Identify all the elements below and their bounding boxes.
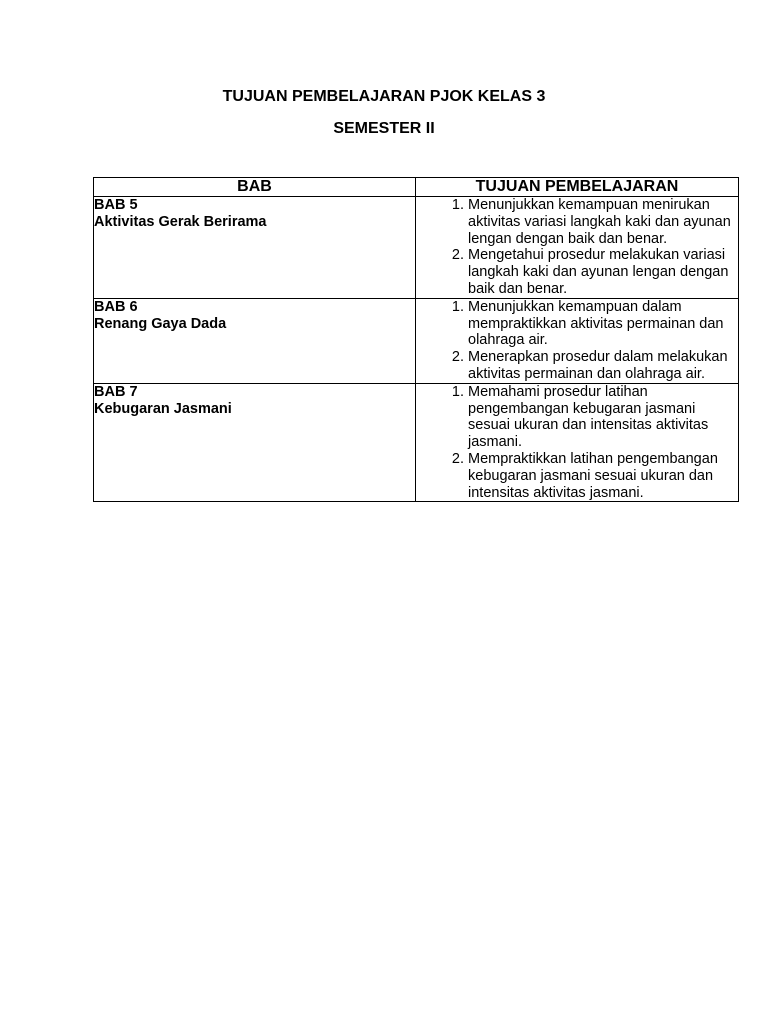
- goal-item: 1. Menunjukkan kemampuan dalam mempraktikkan aktivitas permainan dan olahraga air.: [468, 299, 738, 349]
- learning-objectives-table: [93, 177, 739, 502]
- goal-item: 2. Mempraktikkan latihan pengembangan kebugaran jasmani sesuai ukuran dan intensitas aktivitas jasmani.: [468, 451, 738, 501]
- goals-list: [416, 197, 738, 298]
- goal-item: 2. Mengetahui prosedur melakukan variasi langkah kaki dan ayunan lengan dengan baik dan benar.: [468, 247, 738, 297]
- goal-item: 1. Menunjukkan kemampuan menirukan aktivitas variasi langkah kaki dan ayunan lengan dengan baik dan benar.: [468, 197, 738, 247]
- page-subtitle: SEMESTER II: [333, 120, 435, 137]
- bab-number: BAB 7: [94, 383, 138, 400]
- goals-cell: [416, 383, 739, 502]
- goals-cell: [416, 298, 739, 383]
- table-row: [94, 383, 739, 502]
- bab-cell: [94, 383, 416, 502]
- goal-item: 2. Menerapkan prosedur dalam melakukan aktivitas permainan dan olahraga air.: [468, 349, 738, 383]
- goals-list: [416, 299, 738, 383]
- table-row: [94, 298, 739, 383]
- table-header-row: [94, 178, 739, 197]
- goal-item: 1. Memahami prosedur latihan pengembangan kebugaran jasmani sesuai ukuran dan intensitas aktivitas jasmani.: [468, 384, 738, 451]
- goals-cell: [416, 197, 739, 299]
- column-header-tujuan: TUJUAN PEMBELAJARAN: [416, 178, 739, 197]
- table-row: [94, 197, 739, 299]
- bab-cell: [94, 197, 416, 299]
- bab-topic: Kebugaran Jasmani: [94, 400, 232, 417]
- bab-number: BAB 6: [94, 298, 138, 315]
- bab-number: BAB 5: [94, 197, 138, 213]
- page-title: TUJUAN PEMBELAJARAN PJOK KELAS 3: [222, 88, 546, 105]
- bab-cell: [94, 298, 416, 383]
- goals-list: [416, 384, 738, 502]
- bab-topic: Aktivitas Gerak Berirama: [94, 214, 267, 230]
- column-header-bab: BAB: [94, 178, 416, 197]
- bab-topic: Renang Gaya Dada: [94, 315, 227, 332]
